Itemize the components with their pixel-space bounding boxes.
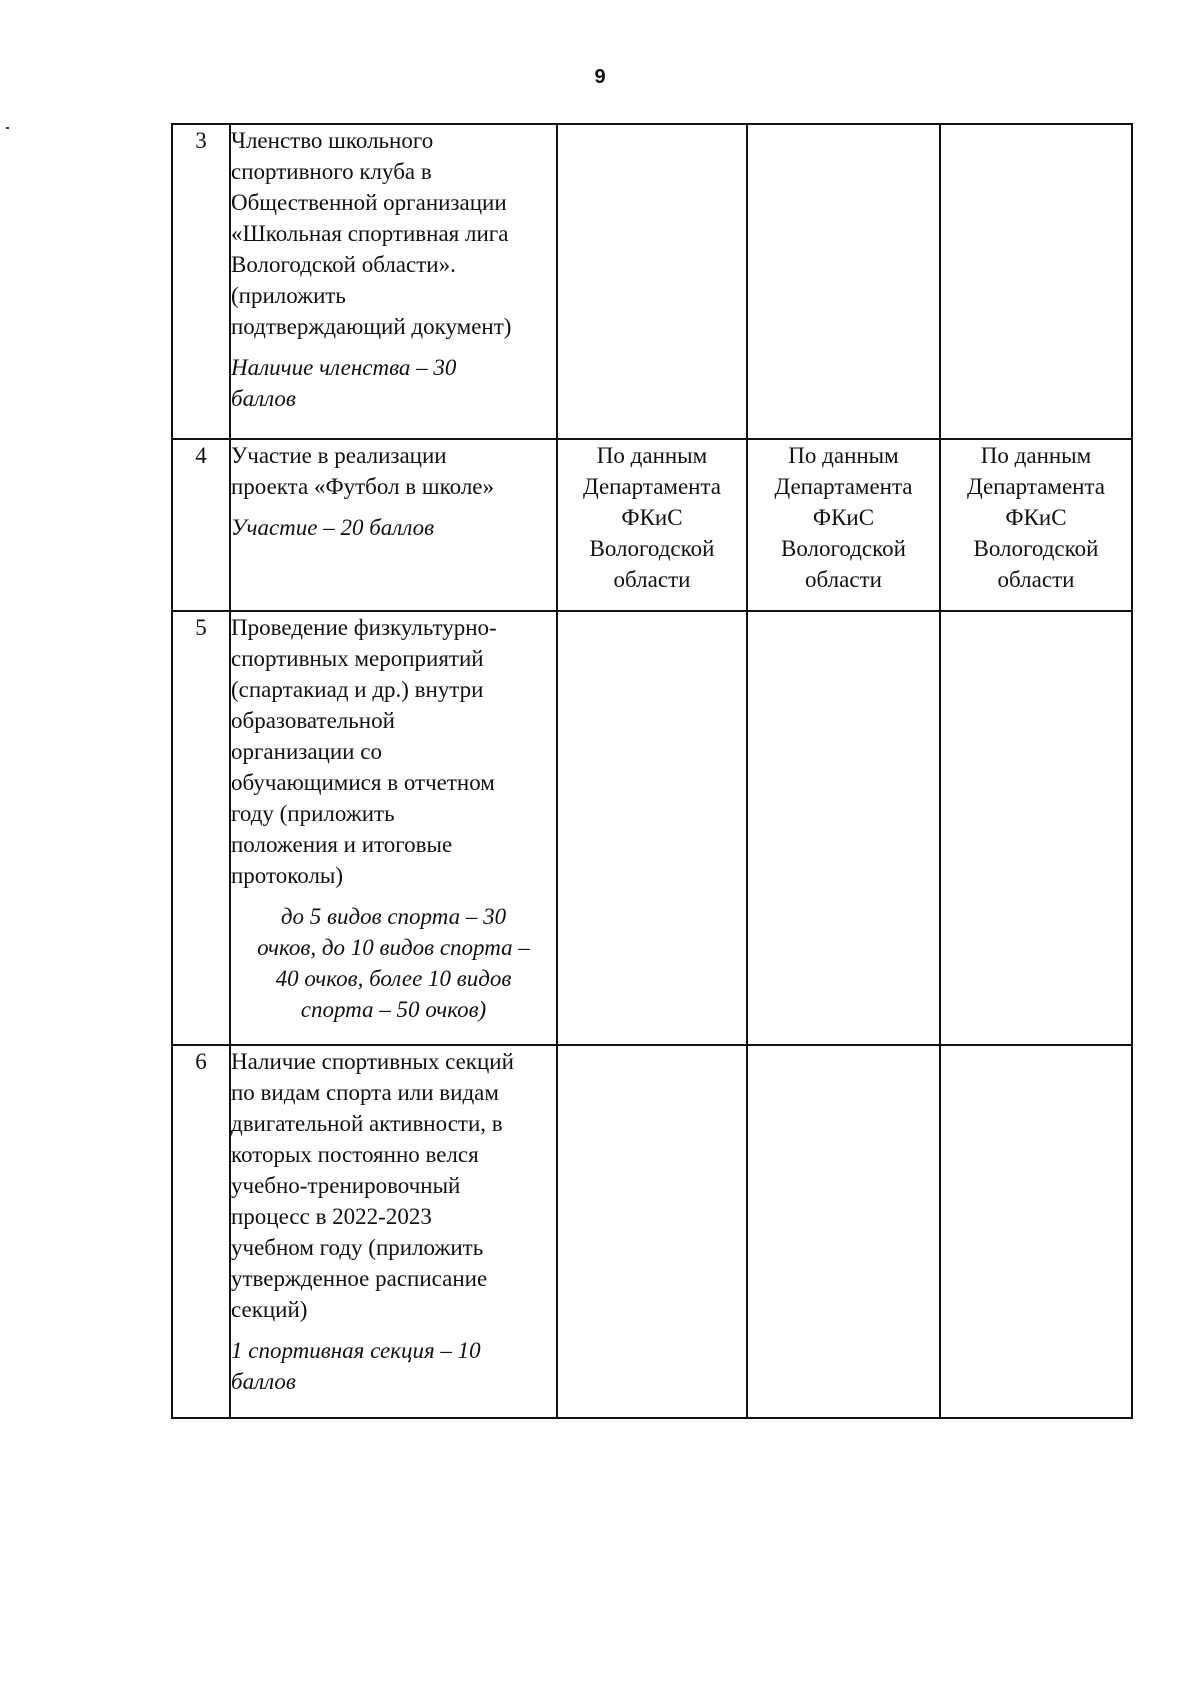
value-cell-b: По данным Департамента ФКиС Вологодской области [747, 439, 940, 611]
value-cell-a [557, 124, 747, 439]
value-cell-c: По данным Департамента ФКиС Вологодской области [940, 439, 1132, 611]
scan-speck [6, 127, 9, 129]
criterion-text: Проведение физкультурно- спортивных мероприятий (спартакиад и др.) внутри образовательной организации со обучающимися в отчетном году (приложить положения и итоговые протоколы) [231, 615, 497, 888]
row-number: 3 [172, 124, 230, 439]
value-cell-c [940, 1045, 1132, 1418]
criterion-cell [230, 124, 557, 439]
score-rule: Участие – 20 баллов [231, 515, 435, 540]
value-cell-b [747, 611, 940, 1045]
row-number: 6 [172, 1045, 230, 1418]
criteria-table [171, 123, 1133, 1419]
value-cell-c [940, 611, 1132, 1045]
criterion-cell [230, 439, 557, 611]
criterion-text: Участие в реализации проекта «Футбол в школе» [231, 443, 495, 499]
row-number: 5 [172, 611, 230, 1045]
criterion-text: Наличие спортивных секций по видам спорта или видам двигательной активности, в которых постоянно велся учебно-тренировочный процесс в 2022-2023 учебном году (приложить утвержденное расписание секций) [231, 1049, 514, 1322]
criterion-text: Членство школьного спортивного клуба в Общественной организации «Школьная спортивная лига Вологодской области». (приложить подтверждающий документ) [231, 128, 512, 339]
table-row [172, 611, 1132, 1045]
value-cell-b [747, 124, 940, 439]
score-rule: до 5 видов спорта – 30 очков, до 10 видов спорта – 40 очков, более 10 видов спорта – 50 очков) [257, 904, 530, 1022]
value-cell-a: По данным Департамента ФКиС Вологодской области [557, 439, 747, 611]
criterion-cell [230, 611, 557, 1045]
value-cell-a [557, 1045, 747, 1418]
page-number: 9 [594, 66, 606, 88]
score-rule: 1 спортивная секция – 10 баллов [231, 1338, 481, 1394]
table-row [172, 1045, 1132, 1418]
value-cell-c [940, 124, 1132, 439]
table-row [172, 124, 1132, 439]
table-row [172, 439, 1132, 611]
score-rule: Наличие членства – 30 баллов [231, 355, 457, 411]
value-cell-b [747, 1045, 940, 1418]
row-number: 4 [172, 439, 230, 611]
value-cell-a [557, 611, 747, 1045]
criterion-cell [230, 1045, 557, 1418]
